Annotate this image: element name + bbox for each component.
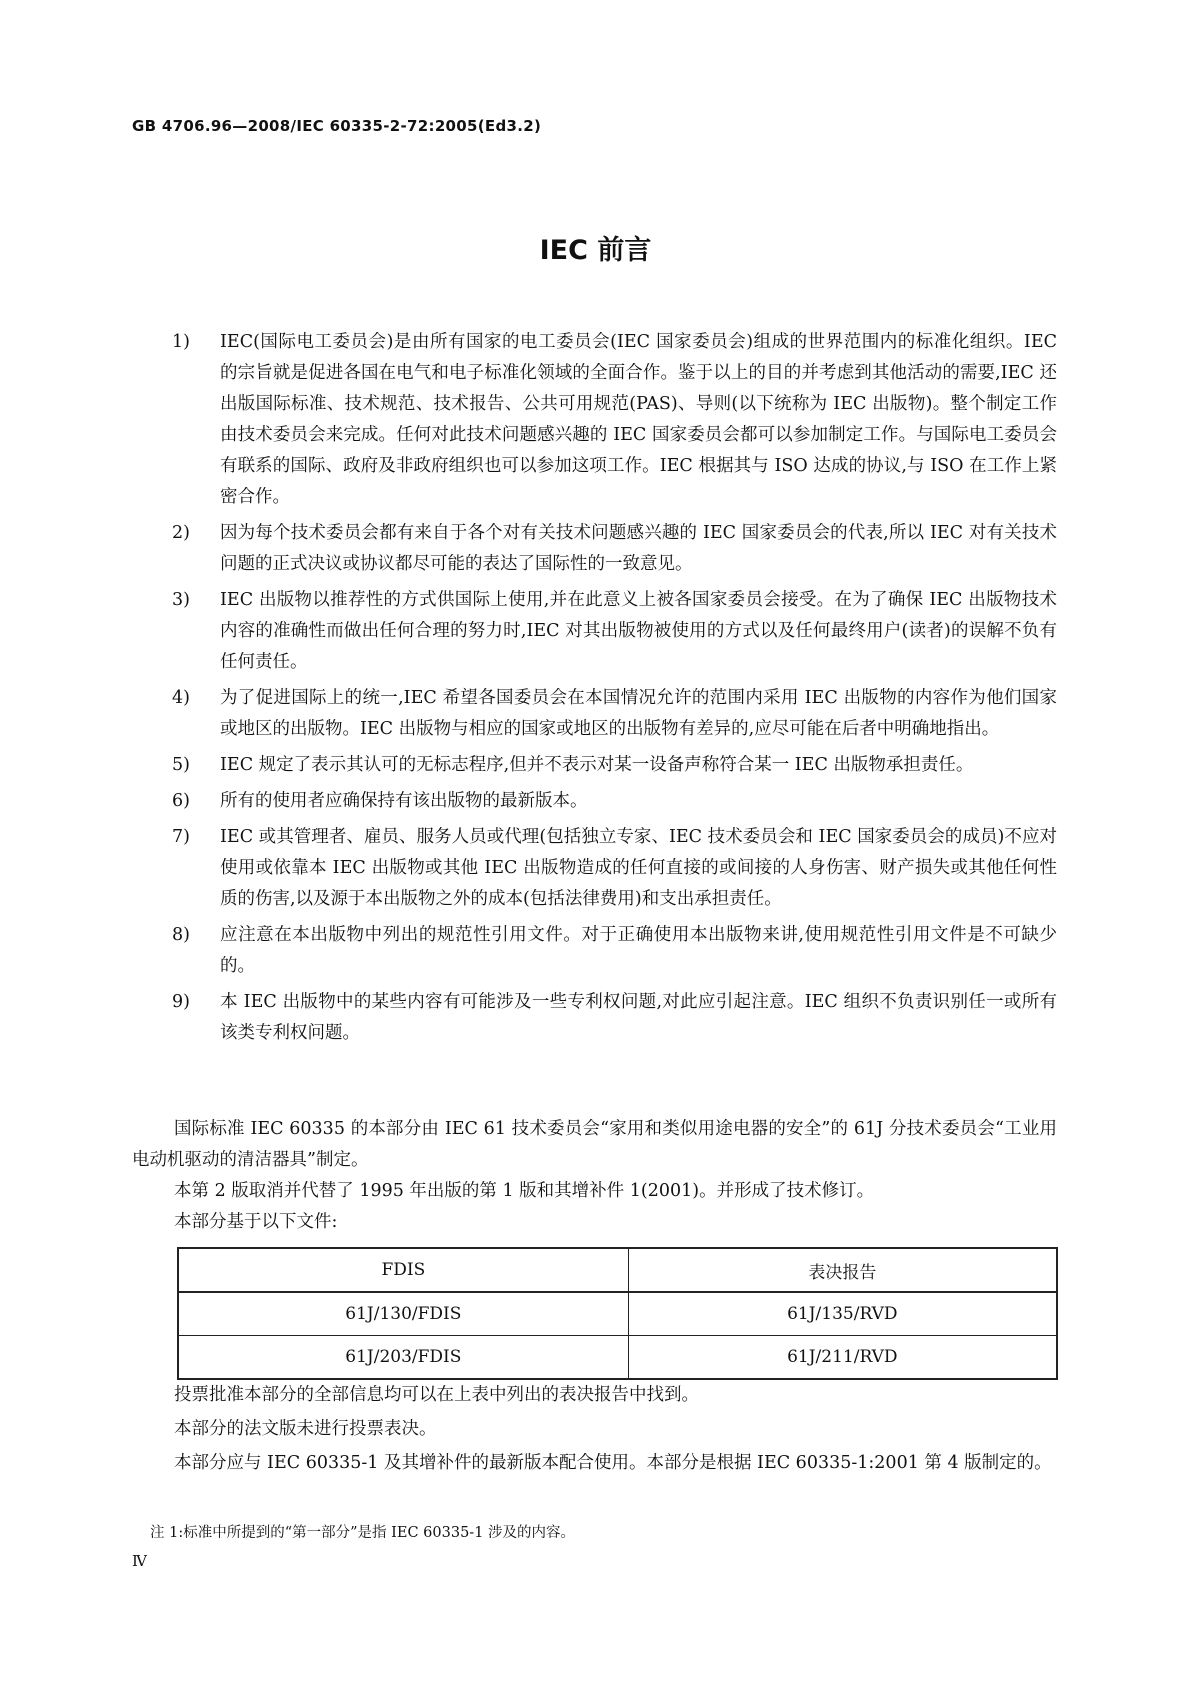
item-number: 6) [172,791,190,811]
list-item [172,920,1057,982]
body-paragraphs [132,1114,1057,1238]
footnote: 注 1:标准中所提到的“第一部分”是指 IEC 60335-1 涉及的内容。 [150,1525,576,1541]
item-number: 3) [172,590,190,610]
list-item [172,585,1057,678]
paragraph: 本部分的法文版未进行投票表决。 [174,1419,437,1439]
item-number: 2) [172,523,190,543]
list-item [172,518,1057,580]
item-text: 本 IEC 出版物中的某些内容有可能涉及一些专利权问题,对此应引起注意。IEC 组织不负责识别任一或所有该类专利权问题。 [220,992,1057,1043]
list-item [172,683,1057,745]
item-number: 7) [172,827,190,847]
document-header: GB 4706.96—2008/IEC 60335-2-72:2005(Ed3.2) [132,117,542,135]
item-number: 9) [172,992,190,1012]
table-cell: 61J/211/RVD [628,1336,1057,1380]
item-text: 因为每个技术委员会都有来自于各个对有关技术问题感兴趣的 IEC 国家委员会的代表,所以 IEC 对有关技术问题的正式决议或协议都尽可能的表达了国际性的一致意见。 [220,523,1057,574]
numbered-list [172,327,1057,1054]
table-row [178,1336,1057,1380]
item-text: IEC(国际电工委员会)是由所有国家的电工委员会(IEC 国家委员会)组成的世界范围内的标准化组织。IEC 的宗旨就是促进各国在电气和电子标准化领域的全面合作。鉴于以上的目的并考虑到其他活动的需要,IEC 还出版国际标准、技术规范、技术报告、公共可用规范(PAS)、导则(以下统称为 IEC 出版物)。整个制定工作由技术委员会来完成。任何对此技术问题感兴趣的 IEC 国家委员会都可以参加制定工作。与国际电工委员会有联系的国际、政府及非政府组织也可以参加这项工作。IEC 根据其与 ISO 达成的协议,与 ISO 在工作上紧密合作。 [220,332,1057,507]
item-text: IEC 规定了表示其认可的无标志程序,但并不表示对某一设备声称符合某一 IEC 出版物承担责任。 [220,755,974,775]
column-header: FDIS [178,1248,628,1292]
item-number: 8) [172,925,190,945]
item-number: 5) [172,755,190,775]
item-number: 4) [172,688,190,708]
table-cell: 61J/203/FDIS [178,1336,628,1380]
paragraph: 投票批准本部分的全部信息均可以在上表中列出的表决报告中找到。 [174,1385,699,1405]
item-number: 1) [172,332,190,352]
item-text: IEC 出版物以推荐性的方式供国际上使用,并在此意义上被各国家委员会接受。在为了确保 IEC 出版物技术内容的准确性而做出任何合理的努力时,IEC 对其出版物被使用的方式以及任何最终用户(读者)的误解不负有任何责任。 [220,590,1057,672]
table-cell: 61J/135/RVD [628,1292,1057,1336]
item-text: 为了促进国际上的统一,IEC 希望各国委员会在本国情况允许的范围内采用 IEC 出版物的内容作为他们国家或地区的出版物。IEC 出版物与相应的国家或地区的出版物有差异的,应尽可能在后者中明确地指出。 [220,688,1057,739]
paragraph: 本部分应与 IEC 60335-1 及其增补件的最新版本配合使用。本部分是根据 IEC 60335-1:2001 第 4 版制定的。 [174,1453,1052,1473]
voting-documents-table [177,1247,1058,1380]
table-cell: 61J/130/FDIS [178,1292,628,1336]
paragraph: 本部分基于以下文件: [174,1212,338,1232]
item-text: IEC 或其管理者、雇员、服务人员或代理(包括独立专家、IEC 技术委员会和 IEC 国家委员会的成员)不应对使用或依靠本 IEC 出版物或其他 IEC 出版物造成的任何直接的或间接的人身伤害、财产损失或其他任何性质的伤害,以及源于本出版物之外的成本(包括法律费用)和支出承担责任。 [220,827,1057,909]
list-item [172,750,1057,781]
paragraph: 本第 2 版取消并代替了 1995 年出版的第 1 版和其增补件 1(2001)。并形成了技术修订。 [174,1181,875,1201]
item-text: 应注意在本出版物中列出的规范性引用文件。对于正确使用本出版物来讲,使用规范性引用文件是不可缺少的。 [220,925,1057,976]
table-row [178,1292,1057,1336]
column-header: 表决报告 [628,1248,1057,1292]
item-text: 所有的使用者应确保持有该出版物的最新版本。 [220,791,588,811]
page-number: Ⅳ [132,1552,147,1570]
table-header-row [178,1248,1057,1292]
list-item [172,327,1057,513]
paragraph: 国际标准 IEC 60335 的本部分由 IEC 61 技术委员会“家用和类似用途电器的安全”的 61J 分技术委员会“工业用电动机驱动的清洁器具”制定。 [132,1119,1057,1170]
page-title: IEC 前言 [539,235,652,266]
list-item [172,822,1057,915]
list-item [172,786,1057,817]
closing-paragraphs [132,1378,1057,1480]
list-item [172,987,1057,1049]
